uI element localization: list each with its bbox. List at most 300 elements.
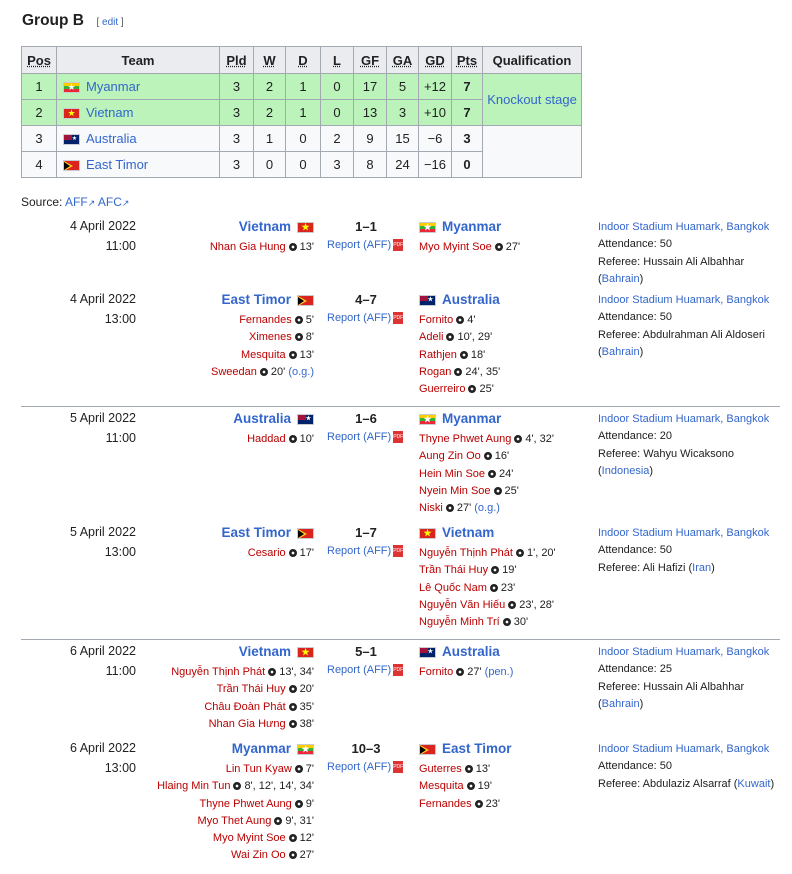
scorer-link[interactable]: Niski	[419, 502, 443, 515]
goal-entry	[419, 483, 554, 500]
goal-icon	[446, 333, 454, 341]
report-link[interactable]: Report (AFF) PDF	[327, 545, 404, 557]
match-date: 5 April 2022	[69, 525, 136, 539]
goal-minutes: 23'	[500, 581, 516, 594]
venue-link[interactable]: Indoor Stadium Huamark, Bangkok	[598, 646, 770, 658]
away-team	[419, 644, 500, 659]
goal-icon	[508, 601, 516, 609]
match-time: 13:00	[104, 545, 136, 559]
section-heading	[22, 12, 124, 30]
scorer-link[interactable]: Thyne Phwet Aung	[199, 797, 292, 810]
qualification-cell	[483, 74, 582, 126]
home-goals	[248, 545, 314, 562]
venue-link[interactable]: Indoor Stadium Huamark, Bangkok	[598, 743, 770, 755]
goal-icon	[465, 765, 473, 773]
attendance: Attendance: 50	[598, 238, 673, 251]
gf-cell: 9	[354, 126, 387, 152]
goal-icon	[289, 703, 297, 711]
goal-minutes: 16'	[494, 450, 510, 463]
standings-row	[22, 74, 582, 100]
goal-entry	[419, 312, 500, 329]
goal-entry	[171, 716, 314, 733]
goal-minutes: 27'	[456, 502, 472, 515]
match-date: 5 April 2022	[69, 411, 136, 425]
goal-minutes: 9'	[305, 797, 314, 810]
away-team	[419, 292, 500, 307]
referee-country-link[interactable]: Indonesia	[601, 464, 650, 477]
team-link[interactable]: Australia	[86, 131, 137, 146]
referee: Referee: Abdulrahman Ali Aldoseri	[598, 328, 765, 341]
referee-name: Hussain Ali Albahhar	[643, 255, 745, 268]
goal-minutes: 17'	[299, 547, 314, 559]
scorer-link[interactable]: Lê Quốc Nam	[419, 581, 487, 594]
goal-entry	[419, 597, 556, 614]
l-cell: 3	[321, 152, 354, 178]
goal-entry	[171, 699, 314, 716]
scorer-link[interactable]: Hlaing Min Tun	[157, 780, 231, 793]
goal-minutes: 8', 12', 14', 34'	[244, 780, 314, 793]
goal-entry	[157, 847, 314, 864]
goal-minutes: 35'	[299, 700, 314, 713]
goal-minutes: 1', 20'	[526, 547, 556, 559]
qualification-cell-empty	[483, 126, 582, 178]
scorer-link[interactable]: Haddad	[247, 433, 286, 445]
east-timor-flag-icon	[63, 160, 80, 171]
d-cell: 1	[286, 74, 321, 100]
referee: Referee: Wahyu Wicaksono (Indonesia)	[598, 447, 734, 477]
match-time: 11:00	[105, 431, 136, 445]
referee-country: (Bahrain)	[598, 272, 644, 285]
pts-cell: 7	[452, 100, 483, 126]
away-team-link[interactable]: Australia	[442, 292, 500, 307]
scorer-link[interactable]: Lin Tun Kyaw	[225, 763, 292, 775]
attendance: Attendance: 20	[598, 430, 673, 443]
scorer-link[interactable]: Cesario	[247, 547, 286, 559]
venue-link[interactable]: Indoor Stadium Huamark, Bangkok	[598, 527, 770, 539]
goal-entry	[419, 500, 554, 517]
scorer-link[interactable]: Hein Min Soe	[419, 467, 486, 480]
col-qualification: Qualification	[483, 47, 582, 74]
referee-name: Abdulrahman Ali Aldoseri	[642, 328, 765, 341]
report-link[interactable]: Report (AFF) PDF	[327, 761, 404, 773]
source-link-afc[interactable]: AFC	[97, 195, 122, 209]
goal-minutes: 13', 34'	[279, 666, 314, 678]
scorer-link[interactable]: Fornito	[419, 666, 454, 678]
scorer-link[interactable]: Guterres	[419, 763, 462, 775]
referee-country: (Kuwait)	[733, 777, 775, 790]
away-team-link[interactable]: Myanmar	[442, 219, 502, 234]
report-link[interactable]: Report (AFF) PDF	[327, 239, 404, 251]
col-ga[interactable]: GA	[387, 47, 419, 74]
l-cell: 0	[321, 100, 354, 126]
myanmar-flag-icon: ★	[297, 744, 314, 755]
knockout-stage-link[interactable]: Knockout stage	[487, 92, 577, 107]
australia-flag-icon: ★	[297, 414, 314, 425]
match-day-divider	[21, 639, 780, 640]
goal-icon	[268, 668, 276, 676]
goal-icon	[494, 487, 502, 495]
col-l[interactable]: L	[321, 47, 354, 74]
vietnam-flag-icon: ★	[419, 528, 436, 539]
d-cell: 1	[286, 100, 321, 126]
goal-minutes: 8'	[305, 331, 314, 344]
scorer-link[interactable]: Nguyễn Văn Hiếu	[419, 598, 506, 611]
goal-icon	[289, 851, 297, 859]
col-d[interactable]: D	[286, 47, 321, 74]
match-score: 1–6	[355, 411, 377, 426]
goal-icon	[456, 316, 464, 324]
australia-flag-icon: ★	[419, 295, 436, 306]
goal-icon	[295, 333, 303, 341]
match-score: 10–3	[351, 741, 381, 756]
referee-name: Wahyu Wicaksono	[643, 447, 734, 460]
home-team-link[interactable]: Myanmar	[231, 741, 291, 756]
goal-minutes: 12'	[299, 832, 314, 845]
referee-name: Hussain Ali Albahhar	[643, 680, 745, 693]
home-goals	[157, 761, 314, 865]
goal-minutes: 27'	[505, 241, 521, 253]
d-cell: 0	[286, 152, 321, 178]
goal-entry	[419, 381, 500, 398]
goal-entry	[419, 761, 500, 778]
col-pld[interactable]: Pld	[220, 47, 254, 74]
pld-cell: 3	[220, 100, 254, 126]
goal-icon	[289, 549, 297, 557]
goal-icon	[516, 549, 524, 557]
scorer-link[interactable]: Nguyễn Thịnh Phát	[171, 666, 266, 678]
pdf-icon: PDF	[393, 312, 403, 324]
goal-entry	[247, 431, 314, 448]
team-cell	[57, 74, 220, 100]
pts-cell: 0	[452, 152, 483, 178]
goal-minutes: 18'	[470, 348, 486, 361]
report-link[interactable]: Report (AFF) PDF	[327, 664, 404, 676]
goal-icon	[289, 720, 297, 728]
scorer-link[interactable]: Fernandes	[239, 314, 292, 326]
pdf-icon: PDF	[393, 239, 403, 251]
match-venue-info	[598, 411, 780, 480]
goal-minutes: 23', 28'	[519, 598, 555, 611]
home-team	[232, 741, 314, 756]
w-cell: 0	[254, 152, 286, 178]
goal-icon	[460, 351, 468, 359]
goal-minutes: 23'	[485, 797, 500, 810]
team-link[interactable]: Vietnam	[86, 105, 134, 120]
goal-icon	[295, 316, 303, 324]
match-venue-info	[598, 292, 769, 361]
goal-minutes: 25'	[479, 383, 494, 396]
goal-entry	[419, 364, 500, 381]
venue-link[interactable]: Indoor Stadium Huamark, Bangkok	[598, 413, 770, 425]
goal-icon	[503, 618, 511, 626]
away-team-link[interactable]: Vietnam	[442, 525, 495, 540]
goal-entry	[419, 329, 500, 346]
venue-link[interactable]: Indoor Stadium Huamark, Bangkok	[598, 221, 770, 233]
match-date: 4 April 2022	[69, 219, 136, 233]
goal-entry	[157, 761, 314, 778]
gf-cell: 13	[354, 100, 387, 126]
goal-entry	[419, 664, 513, 681]
referee-country-link[interactable]: Kuwait	[737, 777, 771, 790]
match-score: 5–1	[355, 644, 377, 659]
report-link[interactable]: Report (AFF) PDF	[327, 312, 404, 324]
away-goals	[419, 664, 513, 681]
home-team	[221, 525, 314, 540]
myanmar-flag-icon: ★	[63, 82, 80, 93]
scorer-link[interactable]: Guerreiro	[419, 383, 466, 396]
section-title: Group B	[22, 12, 84, 29]
away-goals	[419, 761, 500, 813]
match-score: 1–7	[355, 525, 377, 540]
attendance: Attendance: 50	[598, 760, 673, 773]
scorer-link[interactable]: Mesquita	[419, 780, 464, 793]
match-score: 1–1	[355, 219, 377, 234]
referee-name: Abdulaziz Alsarraf	[642, 777, 731, 790]
pld-cell: 3	[220, 152, 254, 178]
goal-entry	[171, 681, 314, 698]
scorer-link[interactable]: Myo Myint Soe	[212, 832, 286, 845]
away-team-link[interactable]: Australia	[442, 644, 500, 659]
attendance: Attendance: 50	[598, 311, 673, 324]
referee-name: Ali Hafizi	[642, 561, 686, 574]
goal-minutes: 20'	[299, 683, 314, 696]
goal-minutes: 4'	[467, 314, 476, 326]
w-cell: 1	[254, 126, 286, 152]
match-date: 6 April 2022	[69, 741, 136, 755]
goal-entry	[419, 614, 556, 631]
away-goals	[419, 545, 556, 631]
goal-icon	[289, 351, 297, 359]
goal-minutes: 20'	[270, 365, 286, 378]
goal-entry	[419, 580, 556, 597]
goal-entry	[419, 778, 500, 795]
team-link[interactable]: East Timor	[86, 157, 149, 172]
match-date: 6 April 2022	[69, 644, 136, 658]
vietnam-flag-icon: ★	[297, 222, 314, 233]
goal-note[interactable]: (o.g.)	[288, 365, 314, 378]
referee-country-link[interactable]: Bahrain	[601, 697, 640, 710]
away-goals	[419, 431, 554, 517]
scorer-link[interactable]: Nguyễn Minh Trí	[419, 616, 500, 629]
scorer-link[interactable]: Rogan	[419, 365, 452, 378]
scorer-link[interactable]: Trần Thái Huy	[216, 683, 286, 696]
match-time: 13:00	[104, 761, 136, 775]
vietnam-flag-icon: ★	[297, 647, 314, 658]
goal-icon	[233, 782, 241, 790]
scorer-link[interactable]: Thyne Phwet Aung	[419, 433, 512, 445]
match-time: 11:00	[105, 239, 136, 253]
match-venue-info	[598, 219, 769, 288]
pdf-icon: PDF	[393, 761, 403, 773]
col-gd[interactable]: GD	[419, 47, 452, 74]
col-gf[interactable]: GF	[354, 47, 387, 74]
match-venue-info	[598, 741, 774, 793]
home-goals	[211, 312, 314, 381]
goal-note[interactable]: (pen.)	[484, 666, 514, 678]
source-line	[21, 195, 129, 209]
scorer-link[interactable]: Fornito	[419, 314, 454, 326]
goal-icon	[289, 243, 297, 251]
goal-minutes: 5'	[305, 314, 314, 326]
pdf-icon: PDF	[393, 664, 403, 676]
match-venue-info	[598, 525, 769, 577]
team-link[interactable]: Myanmar	[86, 79, 141, 94]
source-label: Source:	[21, 195, 63, 209]
match-time: 13:00	[104, 312, 136, 326]
attendance: Attendance: 25	[598, 663, 673, 676]
goal-minutes: 7'	[305, 763, 314, 775]
goal-entry	[171, 664, 314, 681]
goal-minutes: 10', 29'	[457, 331, 493, 344]
scorer-link[interactable]: Nhan Gia Hung	[209, 241, 286, 253]
standings-row	[22, 126, 582, 152]
goal-icon	[490, 584, 498, 592]
col-pos[interactable]: Pos	[22, 47, 57, 74]
home-team	[221, 292, 314, 307]
goal-icon	[484, 452, 492, 460]
goal-icon	[488, 470, 496, 478]
pdf-icon: PDF	[393, 431, 403, 443]
east-timor-flag-icon	[419, 744, 436, 755]
ga-cell: 5	[387, 74, 419, 100]
home-team-link[interactable]: East Timor	[221, 525, 291, 540]
home-team	[239, 644, 314, 659]
home-goals	[247, 431, 314, 448]
goal-icon	[491, 566, 499, 574]
gd-cell: −6	[419, 126, 452, 152]
home-team	[233, 411, 314, 426]
scorer-link[interactable]: Nhan Gia Hưng	[208, 717, 286, 730]
external-link-icon: ↗	[87, 198, 96, 208]
goal-entry	[211, 347, 314, 364]
goal-icon	[295, 765, 303, 773]
col-w[interactable]: W	[254, 47, 286, 74]
goal-minutes: 19'	[502, 564, 517, 577]
goal-icon	[454, 368, 462, 376]
gd-cell: +12	[419, 74, 452, 100]
l-cell: 0	[321, 74, 354, 100]
australia-flag-icon: ★	[63, 134, 80, 145]
goal-icon	[456, 668, 464, 676]
scorer-link[interactable]: Aung Zin Oo	[419, 450, 481, 463]
away-team	[419, 741, 512, 756]
gf-cell: 17	[354, 74, 387, 100]
goal-icon	[289, 685, 297, 693]
referee-country-link[interactable]: Iran	[692, 561, 712, 574]
away-team	[419, 525, 494, 540]
match-venue-info	[598, 644, 769, 713]
pts-cell: 3	[452, 126, 483, 152]
pdf-icon: PDF	[393, 545, 403, 557]
ga-cell: 3	[387, 100, 419, 126]
pld-cell: 3	[220, 126, 254, 152]
external-link-icon: ↗	[121, 198, 130, 208]
scorer-link[interactable]: Myo Thet Aung	[197, 814, 272, 827]
edit-link[interactable]: edit	[102, 17, 119, 28]
goal-icon	[446, 504, 454, 512]
referee-country-link[interactable]: Bahrain	[601, 345, 640, 358]
gd-cell: +10	[419, 100, 452, 126]
scorer-link[interactable]: Châu Đoàn Phát	[204, 700, 286, 713]
goal-entry	[211, 329, 314, 346]
referee-country-link[interactable]: Bahrain	[601, 272, 640, 285]
col-team: Team	[57, 47, 220, 74]
pos-cell: 3	[22, 126, 57, 152]
away-team-link[interactable]: Myanmar	[442, 411, 502, 426]
goal-entry	[419, 431, 554, 448]
goal-minutes: 10'	[299, 433, 314, 445]
scorer-link[interactable]: Nguyễn Thịnh Phát	[419, 547, 513, 559]
match-score: 4–7	[355, 292, 377, 307]
source-link-aff[interactable]: AFF	[65, 195, 88, 209]
referee: Referee: Hussain Ali Albahhar	[598, 680, 745, 693]
goal-icon	[289, 834, 297, 842]
scorer-link[interactable]: Ximenes	[248, 331, 292, 344]
away-team	[419, 411, 501, 426]
scorer-link[interactable]: Wai Zin Oo	[231, 849, 286, 862]
team-cell	[57, 126, 220, 152]
scorer-link[interactable]: Trần Thái Huy	[419, 564, 489, 577]
myanmar-flag-icon: ★	[419, 222, 436, 233]
goal-minutes: 4', 32'	[525, 433, 555, 445]
goal-minutes: 13'	[299, 348, 314, 361]
match-date: 4 April 2022	[69, 292, 136, 306]
venue-link[interactable]: Indoor Stadium Huamark, Bangkok	[598, 294, 770, 306]
scorer-link[interactable]: Myo Myint Soe	[419, 241, 492, 253]
w-cell: 2	[254, 74, 286, 100]
ga-cell: 24	[387, 152, 419, 178]
goal-minutes: 27'	[467, 666, 482, 678]
referee-country: (Iran)	[688, 561, 715, 574]
goal-entry	[419, 796, 500, 813]
goal-minutes: 27'	[299, 849, 314, 862]
home-team-link[interactable]: East Timor	[221, 292, 291, 307]
col-pts[interactable]: Pts	[452, 47, 483, 74]
goal-entry	[211, 312, 314, 329]
myanmar-flag-icon: ★	[419, 414, 436, 425]
d-cell: 0	[286, 126, 321, 152]
standings-table	[21, 46, 582, 178]
east-timor-flag-icon	[297, 528, 314, 539]
scorer-link[interactable]: Rathjen	[419, 348, 457, 361]
attendance: Attendance: 50	[598, 544, 673, 557]
pos-cell: 4	[22, 152, 57, 178]
home-team-link[interactable]: Australia	[233, 411, 291, 426]
pos-cell: 2	[22, 100, 57, 126]
away-goals	[419, 312, 500, 398]
goal-icon	[468, 385, 476, 393]
home-team-link[interactable]: Vietnam	[238, 219, 291, 234]
goal-note[interactable]: (o.g.)	[474, 502, 500, 515]
scorer-link[interactable]: Sweedan	[211, 365, 257, 378]
referee: Referee: Hussain Ali Albahhar	[598, 255, 745, 268]
report-link[interactable]: Report (AFF) PDF	[327, 431, 404, 443]
goal-minutes: 25'	[504, 484, 519, 497]
away-team-link[interactable]: East Timor	[442, 741, 512, 756]
goal-entry	[419, 448, 554, 465]
scorer-link[interactable]: Nyein Min Soe	[419, 484, 491, 497]
referee: Referee: Ali Hafizi (Iran)	[598, 561, 715, 574]
goal-entry	[419, 545, 556, 562]
scorer-link[interactable]: Adeli	[419, 331, 444, 344]
referee: Referee: Abdulaziz Alsarraf (Kuwait)	[598, 777, 775, 790]
goal-icon	[495, 243, 503, 251]
home-team-link[interactable]: Vietnam	[238, 644, 291, 659]
scorer-link[interactable]: Mesquita	[241, 348, 286, 361]
away-goals	[419, 239, 520, 256]
goal-entry	[157, 830, 314, 847]
scorer-link[interactable]: Fernandes	[419, 797, 472, 810]
